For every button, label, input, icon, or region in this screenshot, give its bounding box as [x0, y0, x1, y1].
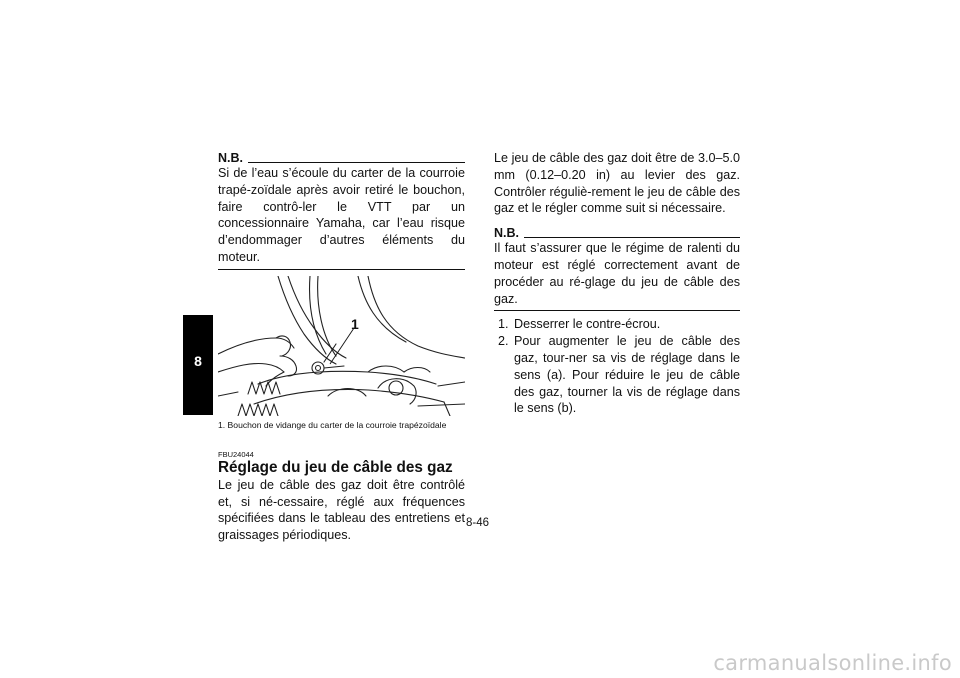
- page-number: 8-46: [466, 517, 490, 529]
- note-end-rule: [218, 269, 465, 270]
- step-number: 2.: [498, 334, 509, 349]
- watermark: carmanualsonline.info: [713, 651, 952, 675]
- step-number: 1.: [498, 317, 509, 332]
- step-item: [494, 333, 740, 417]
- note-heading-right: [494, 225, 740, 240]
- right-column: [494, 150, 740, 417]
- step-item: [494, 316, 740, 333]
- figure-callout: 1: [351, 315, 359, 332]
- steps-list: [494, 316, 740, 417]
- note-heading-right-rule: [524, 237, 740, 238]
- chapter-tab: [183, 315, 213, 415]
- step-text: Pour augmenter le jeu de câble des gaz, tour-ner sa vis de réglage dans le sens (a). Pour réduire le jeu de câble des gaz, tourner la vis de réglage dans le sens (b).: [514, 334, 740, 416]
- section-body: Le jeu de câble des gaz doit être contrôlé et, si né-cessaire, réglé aux fréquences spécifiées dans le tableau des entretiens et graissages périodiques.: [218, 477, 465, 543]
- intro-text: Le jeu de câble des gaz doit être de 3.0–5.0 mm (0.12–0.20 in) au levier des gaz. Contrôler réguliè-rement le jeu de câble des gaz et le régler comme suit si nécessaire.: [494, 151, 740, 216]
- figure-caption: 1. Bouchon de vidange du carter de la courroie trapézoïdale: [218, 419, 447, 430]
- left-column: [218, 150, 465, 544]
- chapter-number: 8: [194, 353, 202, 369]
- step-text: Desserrer le contre-écrou.: [514, 317, 661, 332]
- section-code: FBU24044: [218, 449, 254, 459]
- note-heading-label: N.B.: [218, 151, 243, 165]
- note-text: Si de l’eau s’écoule du carter de la courroie trapé-zoïdale après avoir retiré le bouchon, faire contrô-ler le VTT par un concessionnaire Yamaha, car l’eau risque d’endommager d’autres éléments du moteur.: [218, 166, 465, 264]
- note-heading-right-label: N.B.: [494, 226, 519, 241]
- note-heading-rule: [248, 162, 465, 163]
- note-end-rule-right: [494, 310, 740, 311]
- note-heading: [218, 150, 465, 165]
- illustration-drain-plug: [218, 276, 465, 416]
- section-title: Réglage du jeu de câble des gaz: [218, 458, 453, 476]
- figure-drain-plug: [218, 276, 465, 416]
- note-text-right: Il faut s’assurer que le régime de ralenti du moteur est réglé correctement avant de procéder au ré-glage du jeu de câble des gaz.: [494, 241, 740, 306]
